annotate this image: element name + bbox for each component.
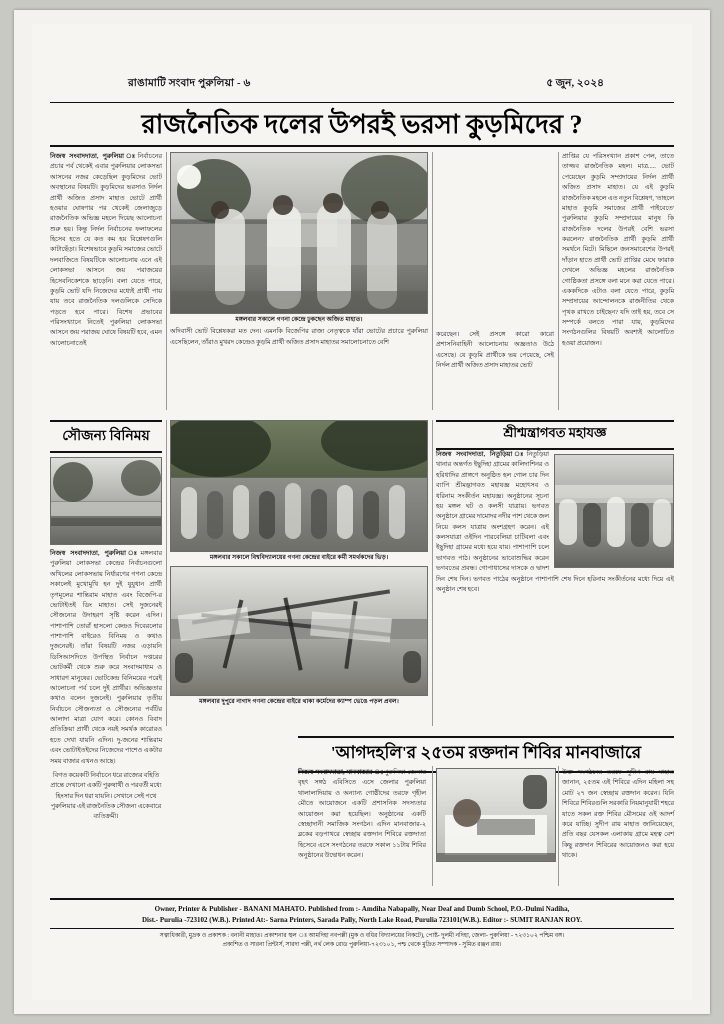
- top-column-2: [170, 152, 428, 348]
- footer-line-3: সত্বাধিকারী, মুদ্রক ও প্রকাশক : বনানী মাহাত। প্রকাশনার স্থল ঃ আমদিহা নবপল্লী (মুক ও বধির বিদ্যালয়ের নিকটে), পোষ্ট- দুলমী নদিহা, জেলা- পুরুলিয়া - ৭২৩১০২ পশ্চিম বঙ্গ।: [50, 928, 674, 941]
- section-blood-donation: [50, 736, 674, 896]
- top-column-4: [562, 152, 674, 410]
- masthead-title: রাঙামাটি সংবাদ পুরুলিয়া - ৬: [128, 78, 251, 89]
- column-rule: [558, 766, 559, 886]
- footer-line-2: Dist.- Purulia -723102 (W.B.). Printed At:- Sarna Printers, Sarada Pally, North Lake Road, Purulia 723101(W.B.). Editor :- SUMIT RANJAN ROY.: [142, 915, 582, 924]
- photo-crowd-outside: [170, 420, 428, 552]
- byline: নিজস্ব সংবাদদাতা, মানবাজার ঃ: [298, 769, 385, 776]
- photo-counting-centre: [170, 152, 428, 314]
- footer-line-1: Owner, Printer & Publisher - BANANI MAHATO. Published from :- Amdiha Nabapally, Near Deaf and Dumb School, P.O.-Dulmi Nadiha,: [154, 905, 570, 913]
- blood-column-1: নিজস্ব সংবাদদাতা, মানবাজার ঃপুরুলিয়া জেলার বৃহৎ সঙ্গঠ এবিসিতে এসে জেলার পুরুলিয়া থালালাদিয়ায় ও অন্যান্য গোষ্ঠীদের তরফে গৃহীল মৌতে আয়োজনে একটি প্রশাসনিক সদস্যতার আয়োজন করা হয়েছিল। অনুষ্ঠানের একটি স্বেচ্ছাদানী সমাজিক সংগঠন। এদিন মানবাজার-২ ব্লকের বড়পাথরে স্বেচ্ছায় রক্তদান শিবিরে রক্তদাতা হিসেবে এসে সংগঠনের তরফে সকাল ১১টায় শিবির অনুষ্ঠানের উদ্বোধন করেন।: [298, 769, 426, 859]
- section-heading-blood-donation: 'আগদহলি'র ২৫তম রক্তদান শিবির মানবাজারে: [298, 736, 674, 773]
- section-heading-soujonyo: সৌজন্য বিনিময়: [50, 420, 162, 453]
- masthead-date: ৫ জুন, ২০২৪: [546, 78, 604, 89]
- newsprint-sheet: [32, 24, 692, 1000]
- photo-caption-3: মঙ্গলবার দুপুরে নাগাদ গণনা কেন্দ্রের বাইরে থাকা কর্মেদের ক্যাম্প ভেঙে পড়ল প্রবল।: [199, 698, 399, 706]
- page-title: রাজনৈতিক দলের উপরই ভরসা কুড়মিদের ?: [50, 109, 674, 147]
- soujonyo-text: নিজস্ব সংবাদদাতা, পুরুলিয়া ঃমঙ্গলবার পুরুলিয়া লোকসভা কেন্দ্রের নির্বাচনগুলো অখিলের লোকসভায় নির্ধারণের গণনা কেন্দ্রে সকালেই মুখোমুখি হন দুই যুযুধান প্রার্থী তৃণমূলের শান্তিরাম মাহাত এবং বিজেপি-র ভোটাইতই ডিং মাহাত। সেই দুজনেরই সৌজন্যের উদাহরণ সৃষ্টি করেন এদিন। পাশাপাশি তোরাঁ হাসলো কেন্দ্রও দিবেরলোর পাশাপাশি বাইরেও বিনিময় ও কথাও দুজনেরই। তাঁরা বিষয়টি নজর এড়ায়নি ডিসিআসদিতে উপস্থিত নির্বাচন দপ্তরের ভোটকর্মী থেকে শুরু করে সংবাদমাধ্যম ও সাধারণ মানুষের। ভোটকেন্দ্র বিনিময়ের পরেই আলোচনা পর্ব চলে দুই প্রার্থীর। অভিজ্ঞতার কথাও বলেন দুজনেই। পুরুলিয়ার তৃতীয় নির্বাচনে সৌজন্যতা ও সৌজন্যের পর্বটির আলাদা মাত্রা যোগ করে। কোনও বিবাদ প্রতিক্রিয়া প্রার্থী থেকে নয়ই সমর্থক কারোরও হতে দেখা যায়নি এদিন। দু-জনের শান্তিরাম এবং ভোটাইতইদের নিজেদের পাশেও একটার সময় বাজার এখনও আছে।: [50, 550, 162, 765]
- byline: নিজস্ব সংবাদদাতা, নিতুড়িয়া ঃ: [436, 451, 527, 458]
- footer-imprint: [50, 898, 674, 950]
- photo-blood-donor: [436, 768, 556, 862]
- middle-photos: [170, 420, 428, 707]
- column-rule: [558, 152, 559, 410]
- top-column-1-text: নিজস্ব সংবাদদাতা, পুরুলিয়া ঃনির্বাচনের প্রচার পর্ব থেকেই এবার পুরুলিয়ার লোকসভা আসনের নজর কেড়েছিল কুড়মিদের ভোট অবস্থানের বিষয়টি। কুড়মিদের ভরসাও নির্দল প্রার্থী অজিত প্রসাদ মাহাত ভোটে প্রার্থী হওয়ার ঘোষণার পর থেকেই জেলাজুড়ে রাজনৈতিক অভিজ্ঞ মহলে দিয়েছ আলোচনা শুরু হয়। কিন্তু নির্দল নির্বাচনের ফলাফলের হিসেব হতে যে কত কম হয় বিশ্লেষণগুলি কাটাছেঁড়া। বিশেষভাবে কুড়মি সমাজের ভোটে দলবাজিতে বিষয়টিকে আলোচনায় এনে এই লোকসভা আসনে জয় পরাজয়ের হিসেবনিকেশকে ছাড়েনি। বলা যেতে পারে, কুড়মি ভোট যদি নিজেদের মধ্যেই প্রার্থী পায় যায় তবে রাজনৈতিক দলগুলিকে সেদিকে পড়তে হবে পারে। বিশেষ প্রভাবের পরিসংখ্যানে নিতেই পুরুলিয়া লোকসভা আসনে জয় পরাজয় ঘোষে বিষয়টি হবে, এমন আলোচনাতেই: [50, 153, 162, 347]
- byline: নিজস্ব সংবাদদাতা, পুরুলিয়া ঃ: [50, 550, 141, 557]
- newspaper-page: [14, 10, 710, 1014]
- photo-collapsed-camp: [170, 566, 428, 696]
- column-rule: [166, 152, 167, 410]
- footer-line-4: প্রকাশিত ও সারনা প্রিন্টার্স, সারদা পল্লী, নর্থ লেক রোড পুরুলিয়া-৭২৩১০১, পশ্চ থেকে মুদ্রিত সম্পাদক - সুমিত রঞ্জন রায়।: [222, 942, 502, 948]
- byline: নিজস্ব সংবাদদাতা, পুরুলিয়া ঃ: [50, 153, 138, 160]
- top-column-2-text: অদিবাসী ভোট বিশ্লেষকরা মত দেন। এমনকি বিজেপির রাজ্য নেতৃত্বকে যাঁরা ভোটের প্রচারে পুরুলিয়া এসেছিলেন, তাঁরাও মুখরদ কেন্দ্রেও কুড়মি প্রার্থী অজিত প্রসাদ মাহাতর সমালোচনাতে বেশি: [170, 328, 428, 346]
- photo-religious-gathering: [554, 454, 674, 568]
- top-story: [50, 152, 674, 414]
- section-mahajagya: [436, 420, 674, 595]
- column-rule: [166, 420, 167, 726]
- masthead: [50, 76, 674, 103]
- photo-caption-2: মঙ্গলবার সকালে বিশ্ববিদ্যালয়ের গণনা কেন্দ্রের বাইরে কর্মী সমর্থকদের ভিড়।: [209, 554, 389, 561]
- soujonyo-text-2: বিগত কয়েকটি নির্বাচনে ধরে রাজ্যের বহিতি প্রান্তে দেখানো একটি পুরুষার্থী ও পরবর্তী মধ্যে হিংসার দিন ধরা যায়নি। সেখানে সেই পথে পুরুলিয়ার এই রাজনৈতিক সৌজন্য একেবারে ব্যতিক্রমী।: [50, 771, 162, 821]
- column-rule: [432, 766, 433, 886]
- top-column-3: [436, 152, 554, 410]
- photo-caption-1: মঙ্গলবার সকালে গণনা কেন্দ্রে ঢুকছেন অজিত মাহাত।: [235, 316, 363, 323]
- photo-crowd-small: [50, 457, 162, 545]
- top-column-4-text: প্রাপ্তির যে পরিসংখ্যান প্রকাশ পেল, তাতে তাজ্জব রাজনৈতিক মহল। মাত্র..... ভোট পেয়েছেন কুড়মি সম্প্রদায়ের নির্দল প্রার্থী অজিত প্রসাদ মাহাত। যে এই কুড়মি রাজনৈতিক মহলে এত নতুন বিশ্লেষণ, 'তাহলে মাহাত কুড়মি সমাজের প্রার্থী পাইবেতে' পুরুলিয়ার কুড়মি সম্প্রদায়ের মানুষ কি রাজনৈতিক দলের উপরই বেশি ভরসা করলেন? রাজনৈতিক প্রার্থী কুড়মি প্রার্থী সমর্থনে মিটে। মিছিলে জনসমাবেশের উপরই দাঁড়ান হাতে প্রার্থী ভোট প্রাপ্তির মেঘে ফারাক দেখলে অভিজ্ঞ মহলের রাজনৈতিক গোষ্ঠিকতা প্রসঙ্গে বলা মনে করা যেতে পারে। এককদিকে এটাও বলা যেতে পারে, কুড়মি সম্প্রদায়ের আন্দোলনকে রাজনীতির থেকে পৃথক রাখতে চাইছেন? যদি তাই হয়, তবে সে সম্পর্কে বলতে পারা যায়, কুড়মিদের সংগঠনগুলির বিষয়টি অবশ্যই আলোচিত হওয়া প্রয়োজন।: [562, 153, 674, 347]
- blood-column-2: উক্ত সংগঠনের তরফে সুদীপ রায় মাহাত জানান, ২৫তম এই শিবিরে এদিন মহিলা সহ মোট ২৭ জন স্বেচ্ছায় রক্তদান করেন। যিনি শিবিরে শিবিরগুলি সরকারি নিয়মানুযায়ী শহরে যাতে সকল রক্ত শিবির মৌসমের ওই আদর্শ করে যাচ্ছি। সুদীপ রায় মাহাত জানিয়েছেন, প্রতি বছর যেসকল এলাকায় গ্রামে মহত্ব বেশ কিছু রক্তদান শিবিরের আয়োজনও করা হয়ে থাকে।: [562, 769, 674, 859]
- top-column-1: [50, 152, 162, 410]
- column-rule: [432, 420, 433, 726]
- top-column-3-text: করেছেন। সেই প্রসঙ্গে কারো কারো প্রশাসনিবাহিনী আলোচনায় অজ্ঞতাও উঠে এসেছে। যে কুড়মি প্রার্থীকে ভয় পেয়েছে, সেই নির্দল প্রার্থী অজিত প্রসাদ মাহাতর ভোট: [436, 331, 554, 370]
- mahajagya-text: নিজস্ব সংবাদদাতা, নিতুড়িয়া ঃনিতুড়িয়া থানার অন্তর্গত ইছুদিহা গ্রামের কালিদাশিনর ও হরিধাদির প্রাঙ্গণে অনুষ্ঠিত হল গোল চার দিন ব্যাপি শ্রীমদ্ভাগবত মহাযজ্ঞ মহোৎসব ও ধরিনাম সংকীর্তন মহাযজ্ঞ। অনুষ্ঠানের সূচনা হয় মঙ্গল ঘট ও কলসী যাত্রায়। ভগবত অনুষ্ঠানে গ্রামের দামোদর নদীর পাশ থেকে জল নিয়ে কলস যাত্রায় অংশগ্রহণ করেন। এই কলসযাত্রা ওইদিন পারবেলিয়া চাটিবলা এবং ইছুদিহা গ্রামের মধ্যে হয়ে যায়। পাশাপাশি চলে ভাগবত পাঠ। অনুষ্ঠানের ভাবোশুদ্ধির করেন ভগবতের প্রবন্ধ। গোপাধাসের দাসকে ও দ্বাদশ দিন শেষ দিন। ভগবত পাঠের অনুষ্ঠানে পাশাপাশি শেষ দিনে হরিনাম সংকীর্তনের মধ্যে দিয়ে এই অনুষ্ঠান শেষ হবে।: [436, 451, 674, 593]
- section-heading-mahajagya: শ্রীশ্মন্ত্রাগবত মহাযজ্ঞ: [436, 420, 674, 450]
- column-rule: [432, 152, 433, 410]
